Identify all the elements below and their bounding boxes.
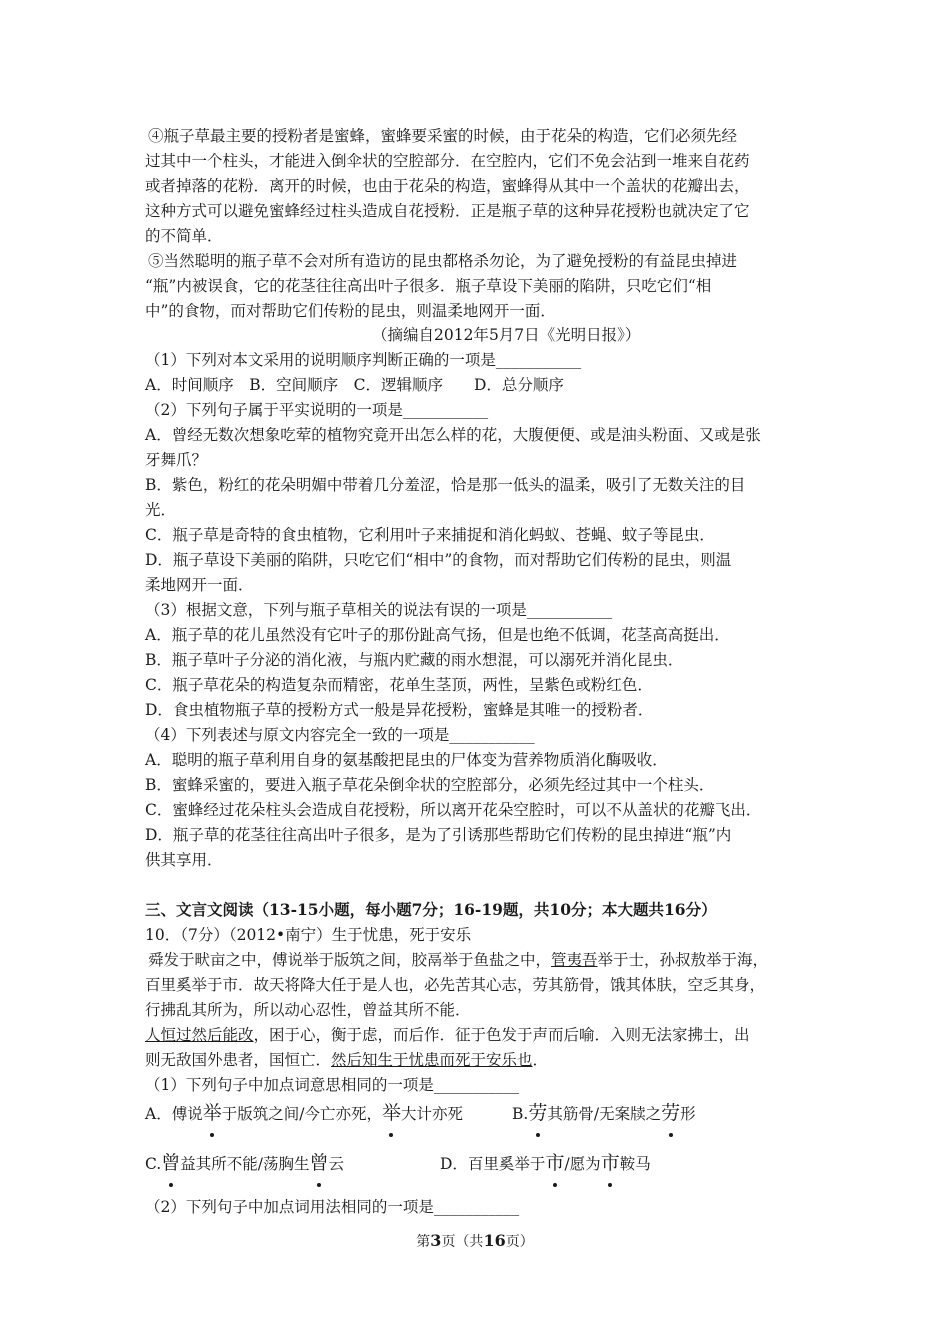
total-pages: 16 bbox=[483, 1231, 506, 1250]
classical-text-segment: 舜发于畎亩之中，傅说举于版筑之间，胶鬲举于鱼盐之中， bbox=[148, 951, 552, 969]
question-2-option-line: 光． bbox=[145, 501, 177, 519]
subquestion-1-stem: （1）下列句子中加点词意思相同的一项是___________ bbox=[145, 1076, 520, 1094]
dotted-char: 劳 bbox=[661, 1102, 681, 1124]
option-text: A．傅说 bbox=[145, 1105, 203, 1123]
passage-p4-line: 的不简单． bbox=[145, 227, 223, 245]
dotted-word bbox=[161, 1153, 180, 1173]
page-footer bbox=[0, 1232, 950, 1251]
classical-text-line bbox=[145, 1025, 835, 1045]
option-text: 其筋骨/无案牍之 bbox=[547, 1105, 662, 1123]
emphasis-dot bbox=[169, 1183, 173, 1187]
dotted-char: 市 bbox=[545, 1152, 565, 1174]
dotted-char: 举 bbox=[381, 1102, 401, 1124]
dotted-word bbox=[545, 1153, 564, 1173]
option-b bbox=[512, 1103, 696, 1124]
option-text: 形 bbox=[680, 1105, 696, 1123]
classical-text-segment: ． bbox=[532, 1051, 549, 1069]
question-4-option-line: 供其享用． bbox=[145, 851, 223, 869]
footer-text: 页） bbox=[505, 1234, 534, 1250]
underlined-phrase: 管夷吾 bbox=[551, 951, 598, 969]
option-text: 云 bbox=[328, 1155, 345, 1173]
question-2-option-line: D．瓶子草设下美丽的陷阱，只吃它们“相中”的食物，而对帮助它们传粉的昆虫，则温 bbox=[145, 551, 732, 569]
footer-text: 页（共 bbox=[441, 1234, 484, 1250]
question-2-option-line: C．瓶子草是奇特的食虫植物，它利用叶子来捕捉和消化蚂蚁、苍蝇、蚊子等昆虫． bbox=[145, 526, 715, 544]
dotted-word bbox=[203, 1103, 222, 1123]
footer-text: 第 bbox=[416, 1234, 431, 1250]
source-citation: （摘编自2012年5月7日《光明日报》） bbox=[372, 326, 641, 344]
question-3-option-line: A．瓶子草的花儿虽然没有它叶子的那份趾高气扬，但是也绝不低调，花茎高高挺出． bbox=[145, 626, 730, 644]
question-4-option-line: D．瓶子草的花茎往往高出叶子很多，是为了引诱那些帮助它们传粉的昆虫掉进“瓶”内 bbox=[145, 826, 732, 844]
question-3-option-line: D．食虫植物瓶子草的授粉方式一般是异花授粉，蜜蜂是其唯一的授粉者． bbox=[145, 701, 654, 719]
dotted-word bbox=[382, 1103, 401, 1123]
subquestion-2-stem: （2）下列句子中加点词用法相同的一项是___________ bbox=[145, 1198, 520, 1216]
passage-p5-line: “瓶”内被误食，它的花茎往往高出叶子很多．瓶子草设下美丽的陷阱，只吃它们“相 bbox=[145, 277, 712, 295]
section-heading: 三、文言文阅读（13-15小题，每小题7分；16-19题，共10分；本大题共16分） bbox=[145, 900, 717, 919]
question-3-option-line: C．瓶子草花朵的构造复杂而精密，花单生茎顶，两性，呈紫色或粉红色． bbox=[145, 676, 653, 694]
emphasis-dot bbox=[389, 1133, 393, 1137]
passage-p4-line: 这种方式可以避免蜜蜂经过柱头造成自花授粉．正是瓶子草的这种异花授粉也就决定了它 bbox=[145, 202, 750, 220]
option-text: /愿为 bbox=[564, 1155, 601, 1173]
question-2-option-line: 牙舞爪？ bbox=[145, 451, 208, 469]
option-text: 益其所不能/荡胸生 bbox=[180, 1155, 310, 1173]
emphasis-dot bbox=[210, 1133, 214, 1137]
emphasis-dot bbox=[536, 1133, 540, 1137]
passage-p4-line: ④瓶子草最主要的授粉者是蜜蜂，蜜蜂要采蜜的时候，由于花朵的构造，它们必须先经 bbox=[148, 127, 738, 145]
passage-p4-line: 或者掉落的花粉．离开的时候，也由于花朵的构造，蜜蜂得从其中一个盖状的花瓣出去， bbox=[145, 177, 750, 195]
dotted-char: 劳 bbox=[528, 1102, 548, 1124]
passage-p5-line: 中”的食物，而对帮助它们传粉的昆虫，则温柔地网开一面． bbox=[145, 302, 556, 320]
question-4-stem: （4）下列表述与原文内容完全一致的一项是___________ bbox=[145, 726, 535, 744]
classical-text-segment: 举于士，孙叔敖举于海， bbox=[597, 951, 769, 969]
option-text: 于版筑之间/今亡亦死， bbox=[221, 1105, 382, 1123]
question-10-title: 10．（7分）（2012•南宁）生于忧患，死于安乐 bbox=[145, 926, 472, 944]
question-4-option-line: B．蜜蜂采蜜的，要进入瓶子草花朵倒伞状的空腔部分，必须先经过其中一个柱头． bbox=[145, 776, 715, 794]
option-text: B. bbox=[512, 1105, 529, 1123]
classical-text-line bbox=[148, 950, 838, 970]
question-1-options: A．时间顺序 B．空间顺序 C．逻辑顺序 D．总分顺序 bbox=[145, 376, 564, 394]
dotted-word bbox=[309, 1153, 328, 1173]
question-4-option-line: C．蜜蜂经过花朵柱头会造成自花授粉，所以离开花朵空腔时，可以不从盖状的花瓣飞出． bbox=[145, 801, 762, 819]
classical-text-segment: 则无敌国外患者，国恒亡． bbox=[145, 1051, 332, 1069]
dotted-char: 曾 bbox=[309, 1152, 329, 1174]
underlined-phrase: 人恒过然后能改 bbox=[145, 1026, 254, 1044]
option-a bbox=[145, 1103, 835, 1124]
classical-text-line: 百里奚举于市．故天将降大任于是人也，必先苦其心志，劳其筋骨，饿其体肤，空乏其身， bbox=[145, 976, 766, 994]
classical-text-line bbox=[145, 1050, 835, 1070]
question-2-option-line: 柔地网开一面． bbox=[145, 576, 254, 594]
option-text: 鞍马 bbox=[619, 1155, 651, 1173]
classical-text-segment: ，困于心，衡于虑，而后作．征于色发于声而后喻．入则无法家拂士，出 bbox=[253, 1026, 750, 1044]
underlined-phrase: 然后知生于忧患而死于安乐也 bbox=[331, 1051, 533, 1069]
question-2-option-line: B．紫色，粉红的花朵明媚中带着几分羞涩，恰是那一低头的温柔，吸引了无数关注的目 bbox=[145, 476, 746, 494]
dotted-char: 市 bbox=[600, 1152, 620, 1174]
question-2-stem: （2）下列句子属于平实说明的一项是___________ bbox=[145, 401, 489, 419]
emphasis-dot bbox=[553, 1183, 557, 1187]
classical-text-line: 行拂乱其所为，所以动心忍性，曾益其所不能． bbox=[145, 1001, 471, 1019]
dotted-word bbox=[528, 1103, 547, 1123]
passage-p4-line: 过其中一个柱头，才能进入倒伞状的空腔部分．在空腔内，它们不免会沾到一堆来自花药 bbox=[145, 152, 750, 170]
dotted-word bbox=[661, 1103, 680, 1123]
page-number: 3 bbox=[430, 1231, 442, 1250]
question-4-option-line: A．聪明的瓶子草利用自身的氨基酸把昆虫的尸体变为营养物质消化酶吸收． bbox=[145, 751, 668, 769]
passage-p5-line: ⑤当然聪明的瓶子草不会对所有造访的昆虫都格杀勿论，为了避免授粉的有益昆虫掉进 bbox=[148, 252, 738, 270]
dotted-char: 曾 bbox=[161, 1152, 181, 1174]
emphasis-dot bbox=[669, 1133, 673, 1137]
option-text: D．百里奚举于 bbox=[440, 1155, 546, 1173]
dotted-word bbox=[601, 1153, 620, 1173]
option-d bbox=[440, 1153, 651, 1174]
question-1-stem: （1）下列对本文采用的说明顺序判断正确的一项是___________ bbox=[145, 351, 582, 369]
question-3-stem: （3）根据文意，下列与瓶子草相关的说法有误的一项是___________ bbox=[145, 601, 613, 619]
option-text: 大计亦死 bbox=[400, 1105, 463, 1123]
option-text: C. bbox=[145, 1155, 162, 1173]
emphasis-dot bbox=[317, 1183, 321, 1187]
emphasis-dot bbox=[608, 1183, 612, 1187]
question-3-option-line: B．瓶子草叶子分泌的消化液，与瓶内贮藏的雨水想混，可以溺死并消化昆虫． bbox=[145, 651, 684, 669]
question-2-option-line: A．曾经无数次想象吃荤的植物究竟开出怎么样的花，大腹便便、或是油头粉面、又或是张 bbox=[145, 426, 761, 444]
dotted-char: 举 bbox=[202, 1102, 222, 1124]
